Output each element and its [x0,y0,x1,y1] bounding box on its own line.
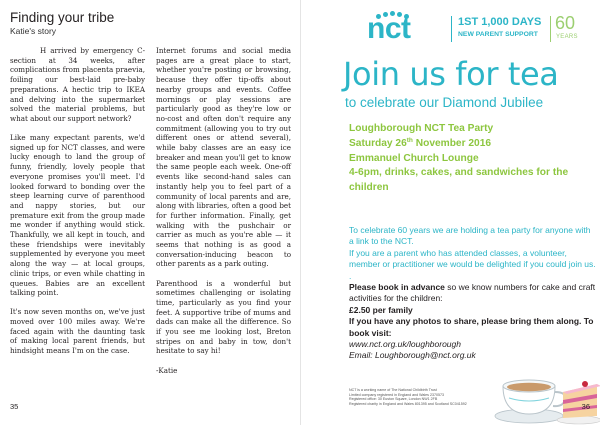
article-paragraph: Parenthood is a wonderful but sometimes challenging or isolating time, particularly as you find your feet. A supportive tribe of mums and dads can make all the difference. So if you see me looking lost, Breton stripes on and baby in tow, don't hesitate to say hi! [156,278,291,356]
event-date-day: Saturday 26 [349,137,407,149]
legal-line: NCT is a working name of The National Childbirth Trust [349,388,437,392]
author-signature: -Katie [156,365,178,375]
story-subtitle: Katie's story [10,26,57,36]
tea-and-cake-illustration [493,336,600,425]
email-link[interactable]: Email: Loughborough@nct.org.uk [349,350,476,361]
legal-line: Limited company registered in England and Wales 2370573 [349,392,444,397]
logo-divider [550,16,551,42]
event-venue: Emmanuel Church Lounge [349,152,479,164]
logo-tagline-sub: NEW PARENT SUPPORT [458,31,538,38]
legal-line: Registered office: 30 Euston Square, London NW1 2FB [349,397,438,402]
logo-years-number: 60 [555,13,576,33]
article-paragraph: Like many expectant parents, we'd signed up for NCT classes, and were lucky enough to land the group of funny, friendly, lovely people that everyone promises you'll meet. I'd looked forward to bonding over the steep learning curve of parenthood and nappy stories, but our premature exit from the group made me wonder if anything would stick. Thankfully, we all kept in touch, and these friendships were inevitably supplemented by everyone you meet along the way — at local groups, clinic trips, or even while chatting in queues. Babies are an excellent talking point. [10,133,145,298]
logo-years-label: YEARS [556,34,578,40]
event-date [349,137,595,152]
event-date-rest: November 2016 [412,137,492,149]
legal-line: Registered charity in England and Wales 801395 and Scotland SC041592 [349,402,467,407]
logo-brand: nct [367,12,411,45]
article-paragraph: Internet forums and social media pages are a great place to start, whether you're posting or browsing, because they offer tip-offs about nearby groups and events. Coffee mornings or play sessions are particularly good as they're low or no-cost and often don't require any commitment (allowing you to try out different ones or attend several), while baby classes are an easy ice breaker and mean you'll get to know the same people each week. One-off events like second-hand sales can instantly help you to feel part of a community of local parents and are, along with libraries, often a good bet for further information. Finally, get walking with the pushchair or carrier as much as you're able — it seems that nothing is as good a conversation-inducing beacon to other parents as a park outing. [156,46,291,269]
flyer-subheadline: to celebrate our Diamond Jubilee [345,95,544,110]
logo-divider [451,16,452,42]
booking-text [349,282,597,305]
flyer-headline: Join us for tea [343,55,559,93]
article-paragraph: H arrived by emergency C-section at 34 weeks, after complications from placenta praevia, foiling our best-laid pre-baby preparations. A hectic trip to IKEA and delving into the supermarket solved the material problems, but what about our support network? [10,46,145,123]
photos-text: If you have any photos to share, please bring them along. To book visit: [349,316,594,338]
price-text: £2.50 per family [349,304,413,315]
page-number-left: 35 [10,402,19,411]
event-times: 4-6pm, drinks, cakes, and sandwiches for the children [349,167,569,194]
article-paragraph: It's now seven months on, we've just moved over 100 miles away. We're faced again with the daunting task of making local parent friends, but hindsight means I'm on the case. [10,307,145,356]
booking-emphasis: Please book in advance [349,282,445,293]
website-link[interactable]: www.nct.org.uk/loughborough [349,339,461,350]
event-name: Loughborough NCT Tea Party [349,123,494,134]
event-date-suffix: th [406,136,413,144]
nct-logo [367,12,593,50]
right-page [300,0,600,425]
legal-footer [349,388,499,407]
logo-tagline: 1ST 1,000 DAYS [458,16,542,28]
event-details [349,122,595,196]
booking-rest: so we know numbers for cake and craft activities for the children: [349,282,596,304]
invite-text: If you are a parent who has attended classes, a volunteer, member or practitioner we would be delighted if you could join us. . [349,247,596,281]
page-number-right: 36 [581,402,590,411]
intro-text: To celebrate 60 years we are holding a tea party for anyone with a link to the NCT. [349,225,591,247]
article-column-2 [156,46,291,385]
article-column-1 [10,46,145,365]
story-title: Finding your tribe [10,10,115,25]
